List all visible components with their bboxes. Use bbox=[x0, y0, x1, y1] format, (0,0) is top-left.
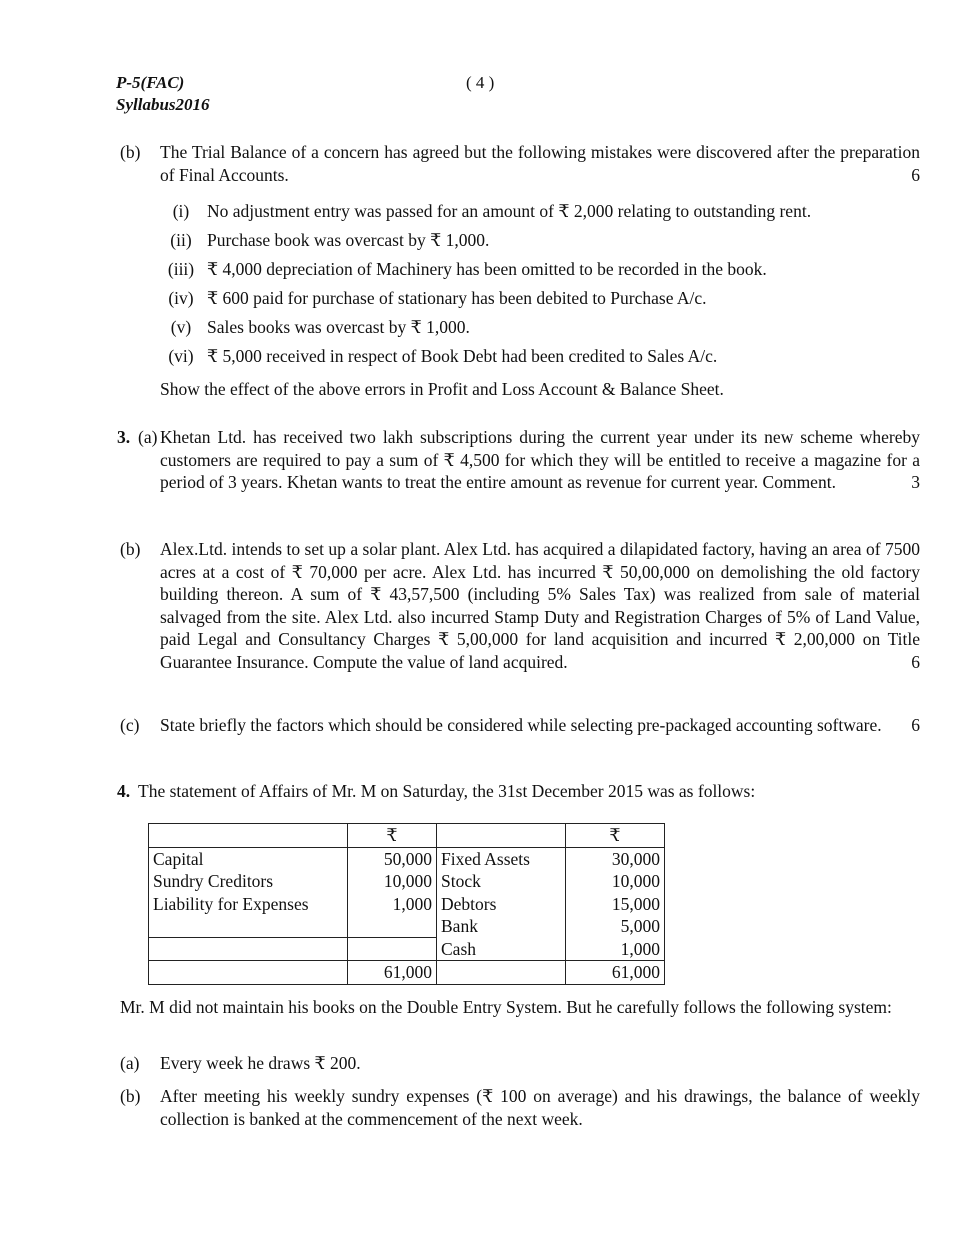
q3c-body: State briefly the factors which should be considered while selecting pre-packaged accounting software. bbox=[160, 715, 882, 735]
currency-header: ₹ bbox=[348, 824, 437, 848]
total-assets: 61,000 bbox=[566, 961, 665, 985]
q4a-text: Every week he draws ₹ 200. bbox=[160, 1053, 361, 1073]
asset-amount: 30,000 bbox=[566, 847, 665, 870]
q4-paragraph: Mr. M did not maintain his books on the Double Entry System. But he carefully follows the following system: bbox=[120, 997, 892, 1017]
q3b-text bbox=[160, 538, 920, 673]
q3b-marks: 6 bbox=[911, 651, 920, 672]
q4-number: 4. bbox=[117, 781, 131, 801]
q3c-label: (c) bbox=[120, 715, 140, 735]
asset-name: Cash bbox=[437, 938, 566, 961]
blank-cell bbox=[149, 961, 348, 985]
asset-amount: 5,000 bbox=[566, 915, 665, 938]
q2b-item bbox=[155, 316, 470, 339]
q2b-item bbox=[155, 258, 767, 281]
item-text: No adjustment entry was passed for an amount of ₹ 2,000 relating to outstanding rent. bbox=[207, 201, 812, 221]
total-row bbox=[149, 961, 665, 985]
item-number: (iv) bbox=[168, 288, 194, 308]
item-number: (i) bbox=[172, 201, 190, 221]
item-text: Purchase book was overcast by ₹ 1,000. bbox=[207, 230, 490, 250]
asset-name: Stock bbox=[437, 870, 566, 893]
q3a-text bbox=[160, 426, 920, 494]
blank-cell bbox=[348, 938, 437, 961]
q3a-body: Khetan Ltd. has received two lakh subscriptions during the current year under its new scheme whereby customers are required to pay a sum of ₹ 4,500 for which they will be entitled to receive a magazine for a period of 3 years. Khetan wants to treat the entire amount as revenue for current year. Comment. bbox=[160, 427, 920, 492]
table-row bbox=[149, 893, 665, 916]
asset-amount: 10,000 bbox=[566, 870, 665, 893]
asset-amount: 1,000 bbox=[566, 938, 665, 961]
q3-number: 3. bbox=[117, 427, 131, 447]
q2b-intro-text: The Trial Balance of a concern has agreed but the following mistakes were discovered after the preparation of Final Accounts. bbox=[160, 142, 920, 185]
q3b-label: (b) bbox=[120, 539, 141, 559]
q4b-label: (b) bbox=[120, 1086, 141, 1106]
paper-code-text: P-5(FAC) bbox=[116, 73, 185, 92]
q4a-label: (a) bbox=[120, 1053, 140, 1073]
q2b-label: (b) bbox=[120, 142, 141, 162]
q4-intro: The statement of Affairs of Mr. M on Saturday, the 31st December 2015 was as follows: bbox=[138, 781, 756, 801]
asset-name: Fixed Assets bbox=[437, 847, 566, 870]
q3a-label: (a) bbox=[138, 427, 158, 447]
total-liabilities: 61,000 bbox=[348, 961, 437, 985]
q3a-marks: 3 bbox=[911, 472, 920, 492]
asset-name: Bank bbox=[437, 915, 566, 938]
liability-amount: 10,000 bbox=[348, 870, 437, 893]
item-number: (iii) bbox=[167, 259, 195, 279]
blank-cell bbox=[437, 961, 566, 985]
liability-amount: 1,000 bbox=[348, 893, 437, 916]
q2b-closing: Show the effect of the above errors in Profit and Loss Account & Balance Sheet. bbox=[160, 379, 724, 399]
item-number: (ii) bbox=[170, 230, 192, 250]
liability-name: Sundry Creditors bbox=[149, 870, 348, 893]
item-text: ₹ 5,000 received in respect of Book Debt had been credited to Sales A/c. bbox=[207, 346, 718, 366]
item-number: (vi) bbox=[168, 346, 194, 366]
blank-cell bbox=[149, 938, 348, 961]
q2b-item bbox=[155, 287, 707, 310]
q2b-item bbox=[155, 200, 811, 223]
liability-name: Capital bbox=[149, 847, 348, 870]
q3b-body: Alex.Ltd. intends to set up a solar plant. Alex Ltd. has acquired a dilapidated factory, having an area of 7500 acres at a cost of ₹ 70,000 per acre. Alex Ltd. has incurred ₹ 50,00,000 on demolishing the old factory building thereon. A sum of ₹ 43,57,500 (including 5% Sales Tax) was realized from sale of material salvaged from the site. Alex Ltd. also incurred Stamp Duty and Registration Charges of 5% of Land Value, paid Legal and Consultancy Charges ₹ 5,00,000 for land acquisition and incurred ₹ 2,00,000 on Title Guarantee Insurance. Compute the value of land acquired. bbox=[160, 539, 920, 672]
paper-code bbox=[116, 72, 210, 116]
q2b-marks: 6 bbox=[911, 164, 920, 185]
page-number: ( 4 ) bbox=[466, 73, 495, 92]
asset-name: Debtors bbox=[437, 893, 566, 916]
q2b-item bbox=[155, 229, 489, 252]
header-blank bbox=[437, 824, 566, 848]
statement-of-affairs-table bbox=[148, 823, 665, 985]
liability-name: Liability for Expenses bbox=[149, 893, 348, 916]
syllabus-text: Syllabus2016 bbox=[116, 95, 210, 114]
table-row bbox=[149, 915, 665, 938]
item-text: Sales books was overcast by ₹ 1,000. bbox=[207, 317, 470, 337]
blank-cell bbox=[149, 915, 348, 938]
item-text: ₹ 600 paid for purchase of stationary has been debited to Purchase A/c. bbox=[207, 288, 707, 308]
currency-header: ₹ bbox=[566, 824, 665, 848]
table-row bbox=[149, 870, 665, 893]
q2b-intro bbox=[160, 141, 920, 186]
item-number: (v) bbox=[170, 317, 192, 337]
item-text: ₹ 4,000 depreciation of Machinery has been omitted to be recorded in the book. bbox=[207, 259, 767, 279]
asset-amount: 15,000 bbox=[566, 893, 665, 916]
q2b-item bbox=[155, 345, 717, 368]
blank-cell bbox=[348, 915, 437, 938]
liability-amount: 50,000 bbox=[348, 847, 437, 870]
q3c-marks: 6 bbox=[911, 715, 920, 735]
table-row bbox=[149, 847, 665, 870]
header-blank bbox=[149, 824, 348, 848]
q3c-text bbox=[160, 714, 920, 737]
q4b-text: After meeting his weekly sundry expenses (₹ 100 on average) and his drawings, the balance of weekly collection is banked at the commencement of the next week. bbox=[160, 1086, 920, 1129]
table-row bbox=[149, 938, 665, 961]
